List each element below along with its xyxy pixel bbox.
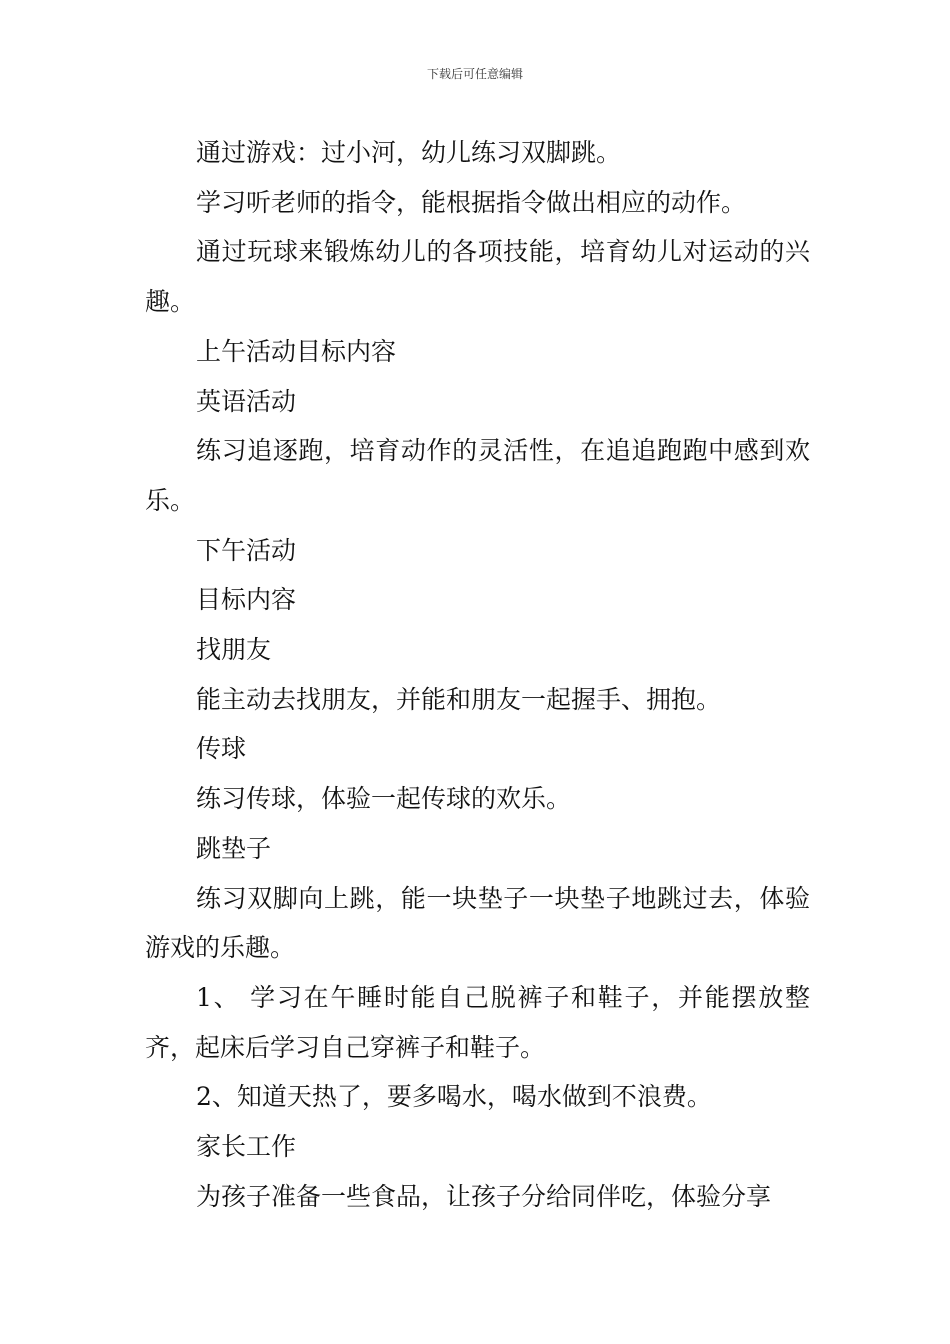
paragraph: 能主动去找朋友，并能和朋友一起握手、拥抱。 <box>196 684 722 714</box>
list-item: 1、 学习在午睡时能自己脱裤子和鞋子，并能摆放整齐，起床后学习自己穿裤子和鞋子。 <box>145 982 810 1062</box>
section-heading: 上午活动目标内容 <box>196 336 397 366</box>
activity-title: 找朋友 <box>196 635 272 665</box>
activity-title: 英语活动 <box>196 386 297 416</box>
paragraph: 为孩子准备一些食品，让孩子分给同伴吃，体验分享 <box>196 1181 772 1211</box>
paragraph: 练习传球，体验一起传球的欢乐。 <box>196 784 572 814</box>
section-heading: 下午活动 <box>196 535 297 565</box>
paragraph: 练习双脚向上跳，能一块垫子一块垫子地跳过去，体验游戏的乐趣。 <box>145 883 810 963</box>
section-heading: 目标内容 <box>196 585 297 615</box>
activity-title: 跳垫子 <box>196 833 272 863</box>
paragraph: 通过游戏：过小河，幼儿练习双脚跳。 <box>196 138 622 167</box>
page-header: 下载后可任意编辑 <box>426 67 523 81</box>
section-heading: 家长工作 <box>196 1132 297 1162</box>
paragraph: 学习听老师的指令，能根据指令做出相应的动作。 <box>196 187 747 217</box>
paragraph: 练习追逐跑，培育动作的灵活性，在追追跑跑中感到欢乐。 <box>145 436 810 515</box>
paragraph: 通过玩球来锻炼幼儿的各项技能，培育幼儿对运动的兴趣。 <box>145 237 810 317</box>
activity-title: 传球 <box>196 734 247 764</box>
list-item: 2、知道天热了，要多喝水，喝水做到不浪费。 <box>196 1082 712 1112</box>
document-body <box>145 128 810 1221</box>
